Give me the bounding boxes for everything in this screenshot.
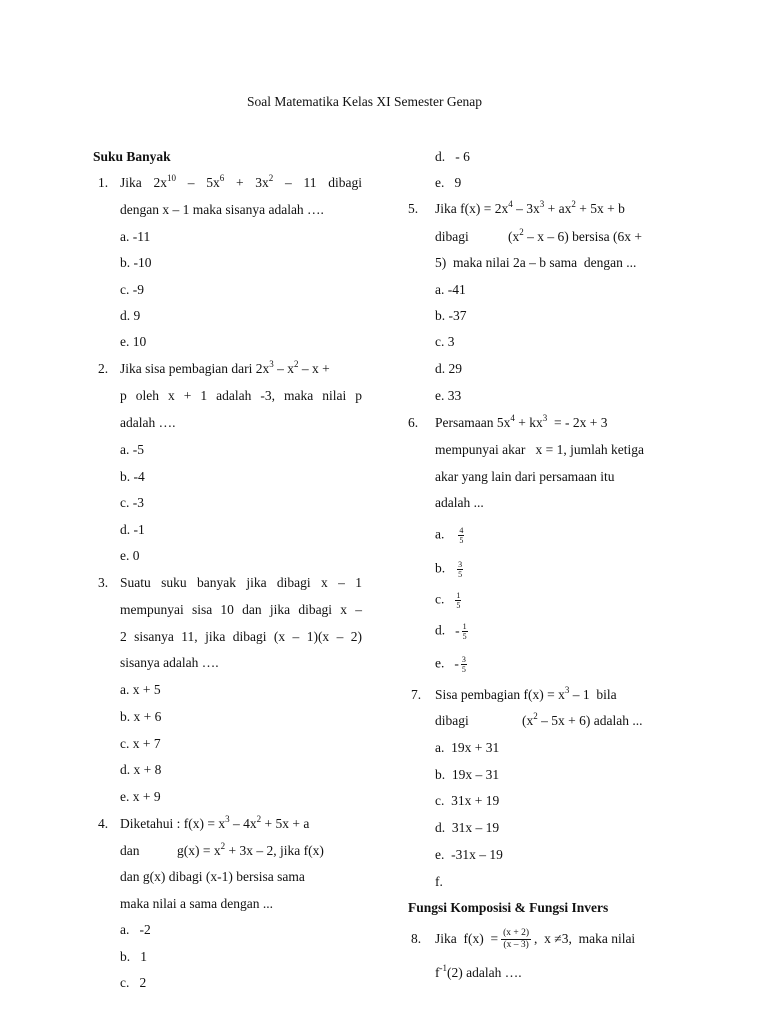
- question-2-line-2: p oleh x + 1 adalah -3, maka nilai p: [120, 388, 362, 403]
- q7-option-c: c. 31x + 19: [435, 793, 500, 808]
- question-6-line-2: mempunyai akar x = 1, jumlah ketiga: [435, 442, 644, 457]
- q1-option-d: d. 9: [120, 308, 141, 323]
- q3-option-a: a. x + 5: [120, 682, 161, 697]
- q7-option-e: e. -31x – 19: [435, 847, 503, 862]
- q5-option-a: a. -41: [435, 282, 466, 297]
- q1-term-2: $5x^6$: [206, 173, 225, 190]
- q8-fraction: $\frac{(x + 2)}{(x - 3)}$: [503, 927, 530, 950]
- question-6-line-4: adalah ...: [435, 495, 484, 510]
- q2-option-a: a. -5: [120, 442, 144, 457]
- q3-option-e: e. x + 9: [120, 789, 161, 804]
- q6-option-e: e. - $\frac{3}{5}$: [435, 655, 466, 674]
- q1-option-e: e. 10: [120, 334, 147, 349]
- question-5-line-3: 5) maka nilai 2a – b sama dengan ...: [435, 255, 637, 270]
- question-number-4: 4.: [98, 816, 109, 831]
- question-5-line-2: ($x^2$ – x – 6) bersisa (6x +: [508, 227, 642, 244]
- q5-option-c: c. 3: [435, 334, 455, 349]
- q1-plus: +: [235, 175, 244, 190]
- q6-option-b: b. $\frac{3}{5}$: [435, 560, 463, 579]
- q1-constant: 11: [303, 175, 317, 190]
- question-number-6: 6.: [408, 415, 419, 430]
- q1-minus-1: –: [187, 175, 195, 190]
- q5-option-b: b. -37: [435, 308, 467, 323]
- q1-option-b: b. -10: [120, 255, 152, 270]
- question-4-line-3: dan g(x) dibagi (x-1) bersisa sama: [120, 869, 305, 884]
- question-2-line-1: Jika sisa pembagian dari $2x^3 - x^2$ – x +: [120, 359, 330, 376]
- page-title: Soal Matematika Kelas XI Semester Genap: [247, 94, 483, 109]
- q8-suffix: , x ≠3, maka nilai: [534, 931, 636, 947]
- q1-term-3: $3x^2$: [255, 173, 274, 190]
- q1-word-jika: Jika: [120, 175, 142, 190]
- q4-option-c: c. 2: [120, 975, 147, 990]
- question-number-8: 8.: [411, 931, 422, 946]
- question-3-line-3: 2 sisanya 11, jika dibagi (x – 1)(x – 2): [120, 629, 362, 644]
- q3-option-c: c. x + 7: [120, 736, 161, 751]
- question-2-line-3: adalah ….: [120, 415, 176, 430]
- q1-word-dibagi: dibagi: [328, 175, 362, 190]
- question-3-line-2: mempunyai sisa 10 dan jika dibagi x –: [120, 602, 362, 617]
- q6-option-d: d. - $\frac{1}{5}$: [435, 622, 467, 641]
- question-number-7: 7.: [411, 687, 422, 702]
- question-1-line-2: dengan x – 1 maka sisanya adalah ….: [120, 202, 324, 217]
- question-4-line-2: $g(x) = x^2 + 3x - 2$, jika f(x): [177, 841, 324, 858]
- q1-option-c: c. -9: [120, 282, 144, 297]
- q2-option-d: d. -1: [120, 522, 145, 537]
- q4-option-d: d. - 6: [435, 149, 470, 164]
- q2-option-c: c. -3: [120, 495, 144, 510]
- q1-term-1: $2x^{10}$: [153, 173, 176, 190]
- question-4-line-4: maka nilai a sama dengan ...: [120, 896, 273, 911]
- q2-option-e: e. 0: [120, 548, 140, 563]
- question-5-line-1: Jika $f(x) = 2x^4 - 3x^3 + ax^2 + 5x + b$: [435, 199, 625, 216]
- q4-option-a: a. -2: [120, 922, 151, 937]
- q7-option-f: f.: [435, 874, 443, 889]
- section-heading-fungsi: Fungsi Komposisi & Fungsi Invers: [408, 900, 609, 915]
- question-7-line-1: Sisa pembagian $f(x) = x^3 - 1$ bila: [435, 685, 617, 702]
- question-6-line-3: akar yang lain dari persamaan itu: [435, 469, 615, 484]
- q7-option-d: d. 31x – 19: [435, 820, 500, 835]
- q8-prefix: Jika f(x) =: [435, 931, 499, 947]
- q7-option-b: b. 19x – 31: [435, 767, 500, 782]
- question-3-line-1: Suatu suku banyak jika dibagi x – 1: [120, 575, 362, 590]
- question-6-line-1: Persamaan $5x^4 + kx^3$ = - 2x + 3: [435, 413, 608, 430]
- q3-option-d: d. x + 8: [120, 762, 162, 777]
- q1-minus-2: –: [285, 175, 292, 190]
- question-7-line-2: $(x^2 - 5x + 6)$ adalah ...: [522, 711, 643, 728]
- question-number-5: 5.: [408, 201, 419, 216]
- question-number-3: 3.: [98, 575, 109, 590]
- question-5-line-2-dibagi: dibagi: [435, 229, 469, 244]
- question-number-2: 2.: [98, 361, 109, 376]
- q4-option-b: b. 1: [120, 949, 147, 964]
- q2-option-b: b. -4: [120, 469, 145, 484]
- q3-option-b: b. x + 6: [120, 709, 162, 724]
- question-7-line-2-dibagi: dibagi: [435, 713, 469, 728]
- q1-option-a: a. -11: [120, 229, 151, 244]
- q5-option-e: e. 33: [435, 388, 462, 403]
- question-1-line-1: [120, 173, 362, 190]
- q6-option-a: a. $\frac{4}{5}$: [435, 526, 464, 545]
- question-8-line-1: [435, 926, 675, 952]
- question-8-line-2: $f^{-1}(2)$ adalah ….: [435, 963, 522, 980]
- q5-option-d: d. 29: [435, 361, 462, 376]
- q7-option-a: a. 19x + 31: [435, 740, 500, 755]
- question-number-1: 1.: [98, 175, 109, 190]
- question-4-line-1: Diketahui : $f(x) = x^3 - 4x^2 + 5x + a$: [120, 814, 310, 831]
- section-heading-suku-banyak: Suku Banyak: [93, 149, 171, 164]
- q6-option-c: c. $\frac{1}{5}$: [435, 591, 461, 610]
- question-4-line-2-dan: dan: [120, 843, 140, 858]
- question-3-line-4: sisanya adalah ….: [120, 655, 219, 670]
- q4-option-e: e. 9: [435, 175, 462, 190]
